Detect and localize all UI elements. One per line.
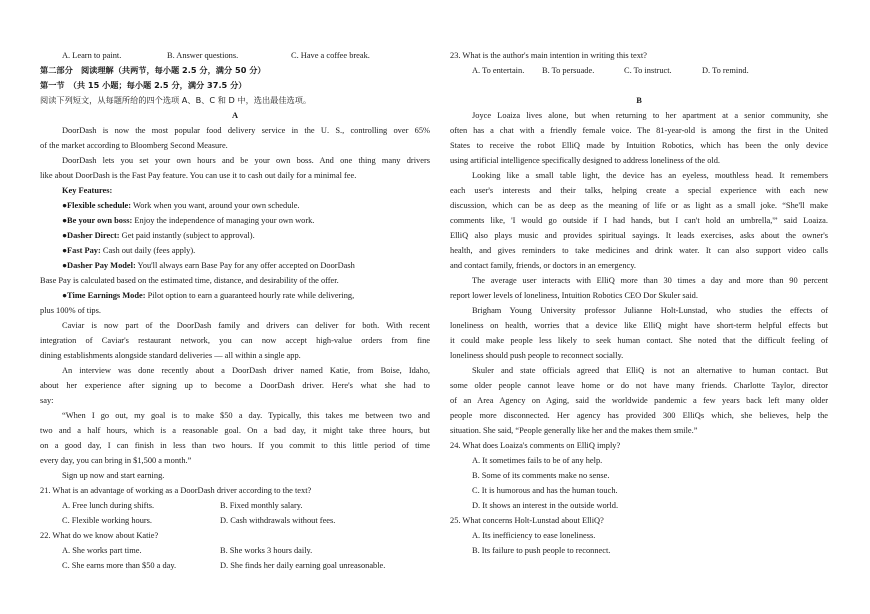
q23-stem: 23. What is the author's main intention in writing this text?: [450, 51, 647, 60]
quote-line: two and a half hours, which is a reasonable goal. On a bad day, it might take three hours, but: [40, 426, 430, 435]
feature-item: [40, 228, 430, 243]
feature-name: ●Flexible schedule:: [62, 201, 132, 210]
passage-line: using artificial intelligence specifically designed to address loneliness of the old.: [450, 156, 721, 165]
passage-line: plus 100% of tips.: [40, 306, 101, 315]
option-a[interactable]: A. Learn to paint.: [62, 51, 122, 60]
spacer: [450, 78, 828, 93]
time-earnings-item: [40, 288, 430, 303]
signup-line: Sign up now and start earning.: [62, 471, 165, 480]
q21-stem: 21. What is an advantage of working as a DoorDash driver according to the text?: [40, 486, 312, 495]
passage-line: Brigham Young University professor Julianne Holt-Lunstad, who studies the effects of: [472, 306, 828, 315]
passage-b-label: B: [636, 96, 642, 105]
left-column: [40, 48, 430, 573]
q21-options-row2: [40, 513, 430, 528]
passage-line: often has a chat with a friendly female voice. The 81-year-old is among the first in the United: [450, 126, 828, 135]
passage-line: loneliness on health, worries that a device like ElliQ might have short-term helpful effects but: [450, 321, 828, 330]
q22-options-row2: [40, 558, 430, 573]
quote-line: every day, you can bring in $1,500 a month.”: [40, 456, 192, 465]
q22-stem: 22. What do we know about Katie?: [40, 531, 159, 540]
feature-text: You'll always earn Base Pay for any offer accepted on DoorDash: [135, 261, 355, 270]
passage-line: Base Pay is calculated based on the estimated time, distance, and desirability of the offer.: [40, 276, 339, 285]
feature-name: ●Dasher Direct:: [62, 231, 120, 240]
passage-line: ElliQ also plays music and provides spiritual sayings. It leads exercises, asks about the owner's: [450, 231, 828, 240]
feature-name: ●Be your own boss:: [62, 216, 133, 225]
instructions: 阅读下列短文，从每题所给的四个选项 A、B、C 和 D 中，选出最佳选项。: [40, 95, 312, 105]
option-a[interactable]: A. To entertain.: [472, 66, 525, 75]
passage-line: Looking like a small table light, the device has an eyeless, mouthless head. It remembers: [472, 171, 828, 180]
q20-options: [40, 48, 430, 63]
q23-options: [450, 63, 828, 78]
option-c[interactable]: C. It is humorous and has the human touch.: [472, 486, 618, 495]
q24-stem: 24. What does Loaiza's comments on ElliQ imply?: [450, 441, 621, 450]
passage-line: integration of Caviar's restaurant network, you can now accept high-value orders from fine: [40, 336, 430, 345]
feature-item: [40, 213, 430, 228]
right-column: [450, 48, 828, 558]
feature-text: Pilot option to earn a guaranteed hourly rate while delivering,: [145, 291, 355, 300]
option-b[interactable]: B. She works 3 hours daily.: [220, 546, 313, 555]
passage-line: Joyce Loaiza lives alone, but when returning to her apartment at a senior community, she: [472, 111, 828, 120]
passage-line: health, and gives reminders to take medicines and drink water. It can also support video calls: [450, 246, 828, 255]
feature-name: ●Time Earnings Mode:: [62, 291, 146, 300]
feature-name: ●Dasher Pay Model:: [62, 261, 136, 270]
passage-line: situation. She said, “People generally like her and the makes them smile.”: [450, 426, 698, 435]
passage-line: Caviar is now part of the DoorDash family and drivers can deliver for both. With recent: [62, 321, 430, 330]
option-a[interactable]: A. Its inefficiency to ease loneliness.: [472, 531, 596, 540]
passage-line: say:: [40, 396, 54, 405]
quote-line: “When I go out, my goal is to make $50 a day. Typically, this takes me between two and: [62, 411, 430, 420]
passage-line: and contact family, friends, or doctors in an emergency.: [450, 261, 636, 270]
option-b[interactable]: B. Answer questions.: [167, 51, 239, 60]
passage-line: about her experience after signing up to become a DoorDash driver. Here's what she had to: [40, 381, 430, 390]
option-a[interactable]: A. Free lunch during shifts.: [62, 501, 155, 510]
feature-text: Get paid instantly (subject to approval).: [119, 231, 255, 240]
option-d[interactable]: D. Cash withdrawals without fees.: [220, 516, 336, 525]
passage-line: discussion, which can be as deep as the meaning of life or as light as a small joke. “She'll make: [450, 201, 828, 210]
passage-line: DoorDash lets you set your own hours and be your own boss. And one thing many drivers: [62, 156, 430, 165]
passage-line: DoorDash is now the most popular food delivery service in the U. S., controlling over 65%: [62, 126, 430, 135]
passage-line: The average user interacts with ElliQ more than 30 times a day and more than 90 percent: [472, 276, 828, 285]
quote-line: on a good day, I can finish in less than two hours. If you commit to this little period of time: [40, 441, 430, 450]
q22-options-row1: [40, 543, 430, 558]
option-c[interactable]: C. To instruct.: [624, 66, 672, 75]
passage-line: dining establishments alongside standard deliveries — all within a single app.: [40, 351, 301, 360]
passage-line: people more disconnected. Her agency has provided 300 ElliQs which, she believes, help the: [450, 411, 828, 420]
passage-line: loneliness should push people to reconnect socially.: [450, 351, 624, 360]
passage-line: of the market according to Bloomberg Second Measure.: [40, 141, 228, 150]
option-c[interactable]: C. She earns more than $50 a day.: [62, 561, 177, 570]
option-a[interactable]: A. She works part time.: [62, 546, 142, 555]
passage-line: it could make people less likely to seek human contact. She noted that the difficult feeling of: [450, 336, 828, 345]
section1-heading: 第一节 （共 15 小题；每小题 2.5 分，满分 37.5 分）: [40, 80, 247, 90]
option-b[interactable]: B. Its failure to push people to reconnect.: [472, 546, 611, 555]
passage-line: some older people cannot leave home or do not have many friends. Charlotte Taylor, director: [450, 381, 828, 390]
option-d[interactable]: D. She finds her daily earning goal unreasonable.: [220, 561, 386, 570]
feature-text: Cash out daily (fees apply).: [100, 246, 196, 255]
feature-name: ●Fast Pay:: [62, 246, 101, 255]
passage-line: States to receive the robot ElliQ made by Intuition Robotics, which has been the only device: [450, 141, 828, 150]
passage-line: Skuler and state officials agreed that ElliQ is not an alternative to human contact. But: [472, 366, 828, 375]
passage-line: like about DoorDash is the Fast Pay feature. You can use it to cash out daily for a minimal fee.: [40, 171, 357, 180]
feature-item: [40, 198, 430, 213]
feature-item: [40, 243, 430, 258]
passage-line: comments like, 'I would go outside if I had hands, but I can't hold an umbrella,'” said Loaiza.: [450, 216, 828, 225]
option-a[interactable]: A. It sometimes fails to be of any help.: [472, 456, 603, 465]
passage-line: An interview was done recently about a DoorDash driver named Katie, from Boise, Idaho,: [62, 366, 430, 375]
passage-a-label: A: [231, 111, 239, 120]
option-b[interactable]: B. Some of its comments make no sense.: [472, 471, 610, 480]
option-c[interactable]: C. Have a coffee break.: [291, 51, 370, 60]
option-b[interactable]: B. Fixed monthly salary.: [220, 501, 303, 510]
option-d[interactable]: D. To remind.: [702, 66, 749, 75]
option-b[interactable]: B. To persuade.: [542, 66, 595, 75]
option-c[interactable]: C. Flexible working hours.: [62, 516, 153, 525]
passage-line: report lower levels of loneliness, Intuition Robotics CEO Dor Skuler said.: [450, 291, 698, 300]
key-features-label: Key Features:: [62, 186, 113, 195]
pay-model-item: [40, 258, 430, 273]
feature-text: Work when you want, around your own schedule.: [131, 201, 300, 210]
passage-line: of an Area Agency on Aging, said the worldwide pandemic a few years back left many older: [450, 396, 828, 405]
q25-stem: 25. What concerns Holt-Lunstad about ElliQ?: [450, 516, 604, 525]
passage-line: each user's interests and their talks, helping create a special experience with each new: [450, 186, 828, 195]
option-d[interactable]: D. It shows an interest in the outside world.: [472, 501, 619, 510]
part2-heading: 第二部分 阅读理解（共两节，每小题 2.5 分，满分 50 分）: [40, 65, 266, 75]
q21-options-row1: [40, 498, 430, 513]
feature-text: Enjoy the independence of managing your own work.: [132, 216, 315, 225]
